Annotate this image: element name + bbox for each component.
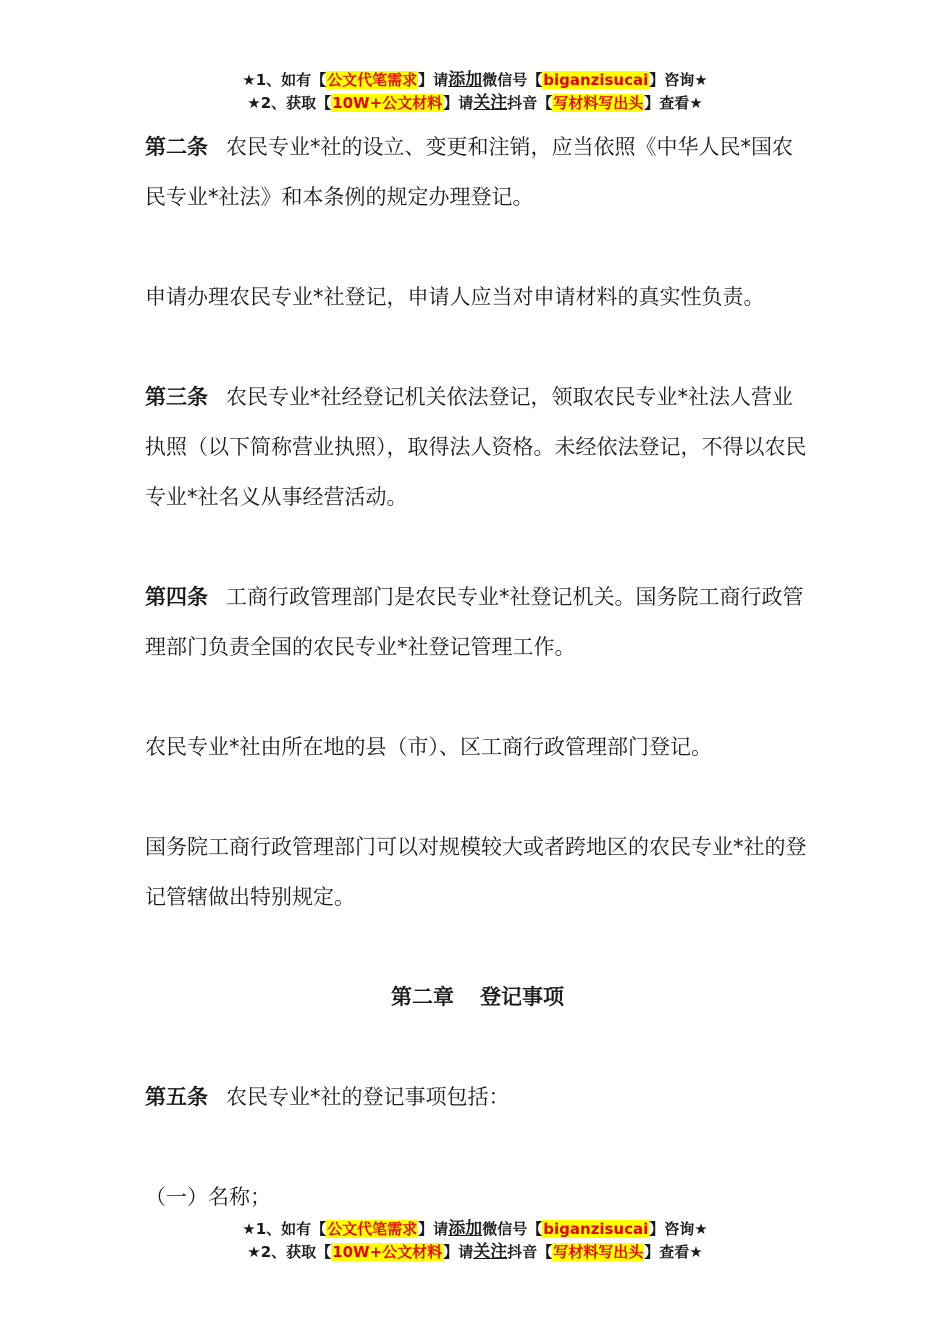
banner-line-2 <box>0 1241 950 1264</box>
banner-text: ★1、如有【 <box>242 1220 327 1238</box>
article-5 <box>145 1072 810 1122</box>
banner-text: 】查看★ <box>644 94 703 112</box>
article-2 <box>145 122 810 222</box>
banner-text: ★2、获取【 <box>247 1243 332 1261</box>
footer-banner <box>0 1218 950 1264</box>
highlight-service: 公文代笔需求 <box>327 71 418 89</box>
highlight-materials: 10W+公文材料 <box>332 94 443 112</box>
paragraph: 农民专业*社由所在地的县（市）、区工商行政管理部门登记。 <box>145 735 712 759</box>
document-body <box>145 122 810 1272</box>
banner-text: 微信号【 <box>482 1220 543 1238</box>
banner-text: ★1、如有【 <box>242 71 327 89</box>
banner-text: 】请 <box>443 94 474 112</box>
chapter-title: 登记事项 <box>480 985 564 1009</box>
banner-text: 】请 <box>443 1243 474 1261</box>
chapter-number: 第二章 <box>391 985 454 1009</box>
article-4 <box>145 572 810 672</box>
banner-line-1 <box>0 1218 950 1241</box>
highlight-service: 公文代笔需求 <box>327 1220 418 1238</box>
list-item: （一）名称； <box>145 1185 271 1209</box>
highlight-wechat-id: biganzisucai <box>543 71 649 89</box>
article-text: 农民专业*社的登记事项包括： <box>226 1085 510 1109</box>
banner-text: 】咨询★ <box>649 1220 708 1238</box>
paragraph: 国务院工商行政管理部门可以对规模较大或者跨地区的农民专业*社的登记管辖做出特别规定。 <box>145 835 807 909</box>
highlight-douyin-account: 写材料写出头 <box>553 94 644 112</box>
banner-text: 抖音【 <box>507 1243 553 1261</box>
highlight-douyin-account: 写材料写出头 <box>553 1243 644 1261</box>
article-label: 第三条 <box>145 385 208 409</box>
article-text: 农民专业*社经登记机关依法登记，领取农民专业*社法人营业执照（以下简称营业执照），取得法人资格。未经依法登记，不得以农民专业*社名义从事经营活动。 <box>145 385 807 509</box>
banner-text: 微信号【 <box>482 71 543 89</box>
header-banner <box>0 69 950 115</box>
banner-text: 】请 <box>418 1220 449 1238</box>
underlined-keyword: 添加 <box>448 70 483 90</box>
underlined-keyword: 关注 <box>473 93 508 113</box>
banner-text: ★2、获取【 <box>247 94 332 112</box>
banner-line-2 <box>0 92 950 115</box>
underlined-keyword: 关注 <box>473 1242 508 1262</box>
article-text: 农民专业*社的设立、变更和注销，应当依照《中华人民*国农民专业*社法》和本条例的规定办理登记。 <box>145 135 793 209</box>
banner-text: 抖音【 <box>507 94 553 112</box>
article-label: 第二条 <box>145 135 208 159</box>
article-label: 第五条 <box>145 1085 208 1109</box>
paragraph: 申请办理农民专业*社登记，申请人应当对申请材料的真实性负责。 <box>145 285 765 309</box>
highlight-wechat-id: biganzisucai <box>543 1220 649 1238</box>
article-label: 第四条 <box>145 585 208 609</box>
article-text: 工商行政管理部门是农民专业*社登记机关。国务院工商行政管理部门负责全国的农民专业*社登记管理工作。 <box>145 585 804 659</box>
banner-text: 】咨询★ <box>649 71 708 89</box>
highlight-materials: 10W+公文材料 <box>332 1243 443 1261</box>
banner-text: 】查看★ <box>644 1243 703 1261</box>
chapter-heading <box>145 972 810 1022</box>
banner-line-1 <box>0 69 950 92</box>
banner-text: 】请 <box>418 71 449 89</box>
underlined-keyword: 添加 <box>448 1219 483 1239</box>
article-3 <box>145 372 810 522</box>
